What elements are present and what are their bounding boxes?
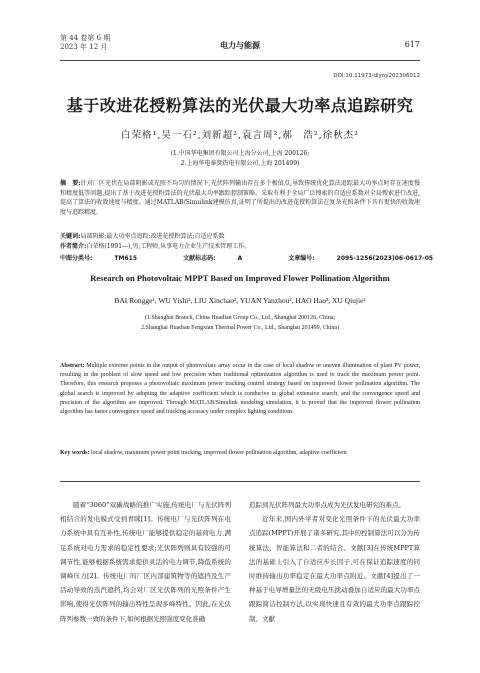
affiliation-english-1: (1.Shanghai Branch, China Huadian Group Co., Ltd., Shanghai 200126, China;	[144, 315, 336, 321]
doi-label: DOI:10.11973/dlyny202306012	[333, 73, 420, 79]
authors-chinese: 白荣格¹,吴一石²,刘新超²,袁言周²,郝 浩²,徐秋杰²	[121, 130, 359, 141]
header-divider	[60, 60, 420, 61]
classification-line	[60, 253, 477, 262]
abstract-english	[60, 362, 420, 417]
body-paragraph-right-1: 追踪到光伏阵列最大功率点成为光伏发电研究的难点。	[249, 501, 405, 509]
abstract-label-chinese: 摘 要:	[60, 180, 81, 187]
article-id-value: 2095-1256(2023)06-0617-05	[336, 255, 434, 262]
keywords-label-chinese: 关键词:	[60, 233, 81, 240]
author-intro	[60, 242, 420, 251]
issue-date: 2023 年 12 月	[60, 43, 108, 51]
body-paragraph-right-2: 近年来,国内外学者对变化光照条件下的光伏最大功率点追踪(MPPT)开展了诸多研究,其中的控制算法可以分为传统算法、智能算法和二者的结合。文献[3]在传统MPPT算法的基础上引入了自适应步长因子,可在保证追踪速度的同时维持输出功率稳定在最大功率点附近。文献[4]提出了一种基于电导增量法的无级电压扰动叠加自适应的最大功率点跟踪简洁控制方法,以实现快速且有效的最大功率点跟踪控制。文献	[249, 515, 420, 623]
doc-code-label: 文献标志码:	[183, 255, 216, 262]
volume-number: 第 44 卷第 6 期	[60, 34, 111, 42]
clc-value: TM615	[114, 255, 137, 262]
author-intro-label: 作者简介:	[60, 243, 87, 250]
affiliation-chinese-1: (1.中国华电集团有限公司上海分公司,上海 200126;	[170, 150, 310, 157]
keywords-label-english: Key words:	[60, 450, 90, 456]
body-paragraph-left: 随着“3060”双碳战略的推广实施,传统电厂与光伏阵列相结合的发电模式受到青睐[1]。传统电厂与光伏阵列在电力系统中具有互补性,传统电厂能够提供稳定的基荷电力,满足系统对电力需求的稳定性要求;光伏阵列则具有较强的可调节性,能够根据系统需求提供灵活的电力调节,降低系统的调峰压力[2]。传统电厂的厂区内部建筑物等的遮挡及生产活动导致的蒸汽遮挡,均会对厂区光伏阵列的光照条件产生影响,使得光伏阵列的输出特性呈现多峰特性。因此,在光伏阵列参数一致的条件下,如何根据光照强度变化准确	[60, 501, 231, 623]
body-divider	[60, 481, 420, 482]
running-header	[60, 34, 420, 56]
abstract-text-english: Multiple extreme points in the output of photovoltaic array occur in the case of local shadow or uneven illumination of plant PV power, resulting in the problem of slow speed and low precision when traditional optimization algorithm is used to track the maximum power point. Therefore, this research proposes a photovoltaic maximum power tracking control strategy based on improved flower pollination algorithm. The global search is improved by adopting the adaptive coefficient which is conducive to global extensive search, and the convergence speed and precision of the algorithm are improved. Through MATLAB/Simulink modeling simulation, it is proved that the improved flower pollination algorithm has faster convergence speed and tracking accuracy under complex lighting conditions.	[60, 363, 421, 416]
abstract-chinese	[60, 179, 420, 217]
keywords-chinese	[60, 232, 420, 241]
authors-english: BAI Rongge¹, WU Yishi², LIU Xinchao², YUAN Yanzhou², HAO Hao², XU Qiujie²	[114, 296, 366, 305]
body-column-right	[249, 498, 420, 626]
title-chinese: 基于改进花授粉算法的光伏最大功率点追踪研究	[66, 96, 414, 115]
keywords-text-chinese: 局部阴影;最大功率点追踪;改进花授粉算法;自适应系数	[80, 233, 225, 240]
keywords-text-english: local shadow, maximum power point tracking, improved flower pollination algorithm, adaptive coefficient	[91, 450, 347, 456]
affiliation-english-2: 2.Shanghai Huadian Fengxian Thermal Power Co., Ltd., Shanghai 201499, China)	[140, 325, 340, 331]
journal-name: 电力与能源	[220, 41, 260, 50]
affiliation-chinese-2: 2.上海华电奉贤热电有限公司,上海 201499)	[180, 160, 300, 167]
doc-code-value: A	[237, 255, 243, 262]
body-column-left	[60, 498, 231, 626]
abstract-text-chinese: 针对厂区光伏在局部阴影或光照不均匀的情况下,光伏阵列输出存在多个极值点,导致传统优化算法追踪最大功率点时存在速度慢和精度低等问题,提出了基于改进花授粉算法的光伏最大功率跟踪控制策略。采取有利于全局广泛搜索的自适应系数对全局搜索进行改进,提高了算法的收敛速度与精度。通过MATLAB/Simulink建模仿真,证明了所提出的改进花授粉算法在复杂光照条件下具有更快的收敛速度与追踪精度。	[60, 180, 420, 216]
abstract-label-english: Abstract:	[60, 363, 85, 369]
article-id-label: 文章编号:	[288, 255, 315, 262]
title-english: Research on Photovoltaic MPPT Based on Improved Flower Pollination Algorithm	[90, 273, 390, 283]
clc-label: 中图分类号:	[60, 255, 93, 262]
keywords-english	[60, 449, 420, 458]
author-intro-text: 白荣格(1991—),男,工程师,从事电力企业生产技术管理工作。	[86, 243, 251, 250]
page-number: 617	[404, 40, 420, 49]
